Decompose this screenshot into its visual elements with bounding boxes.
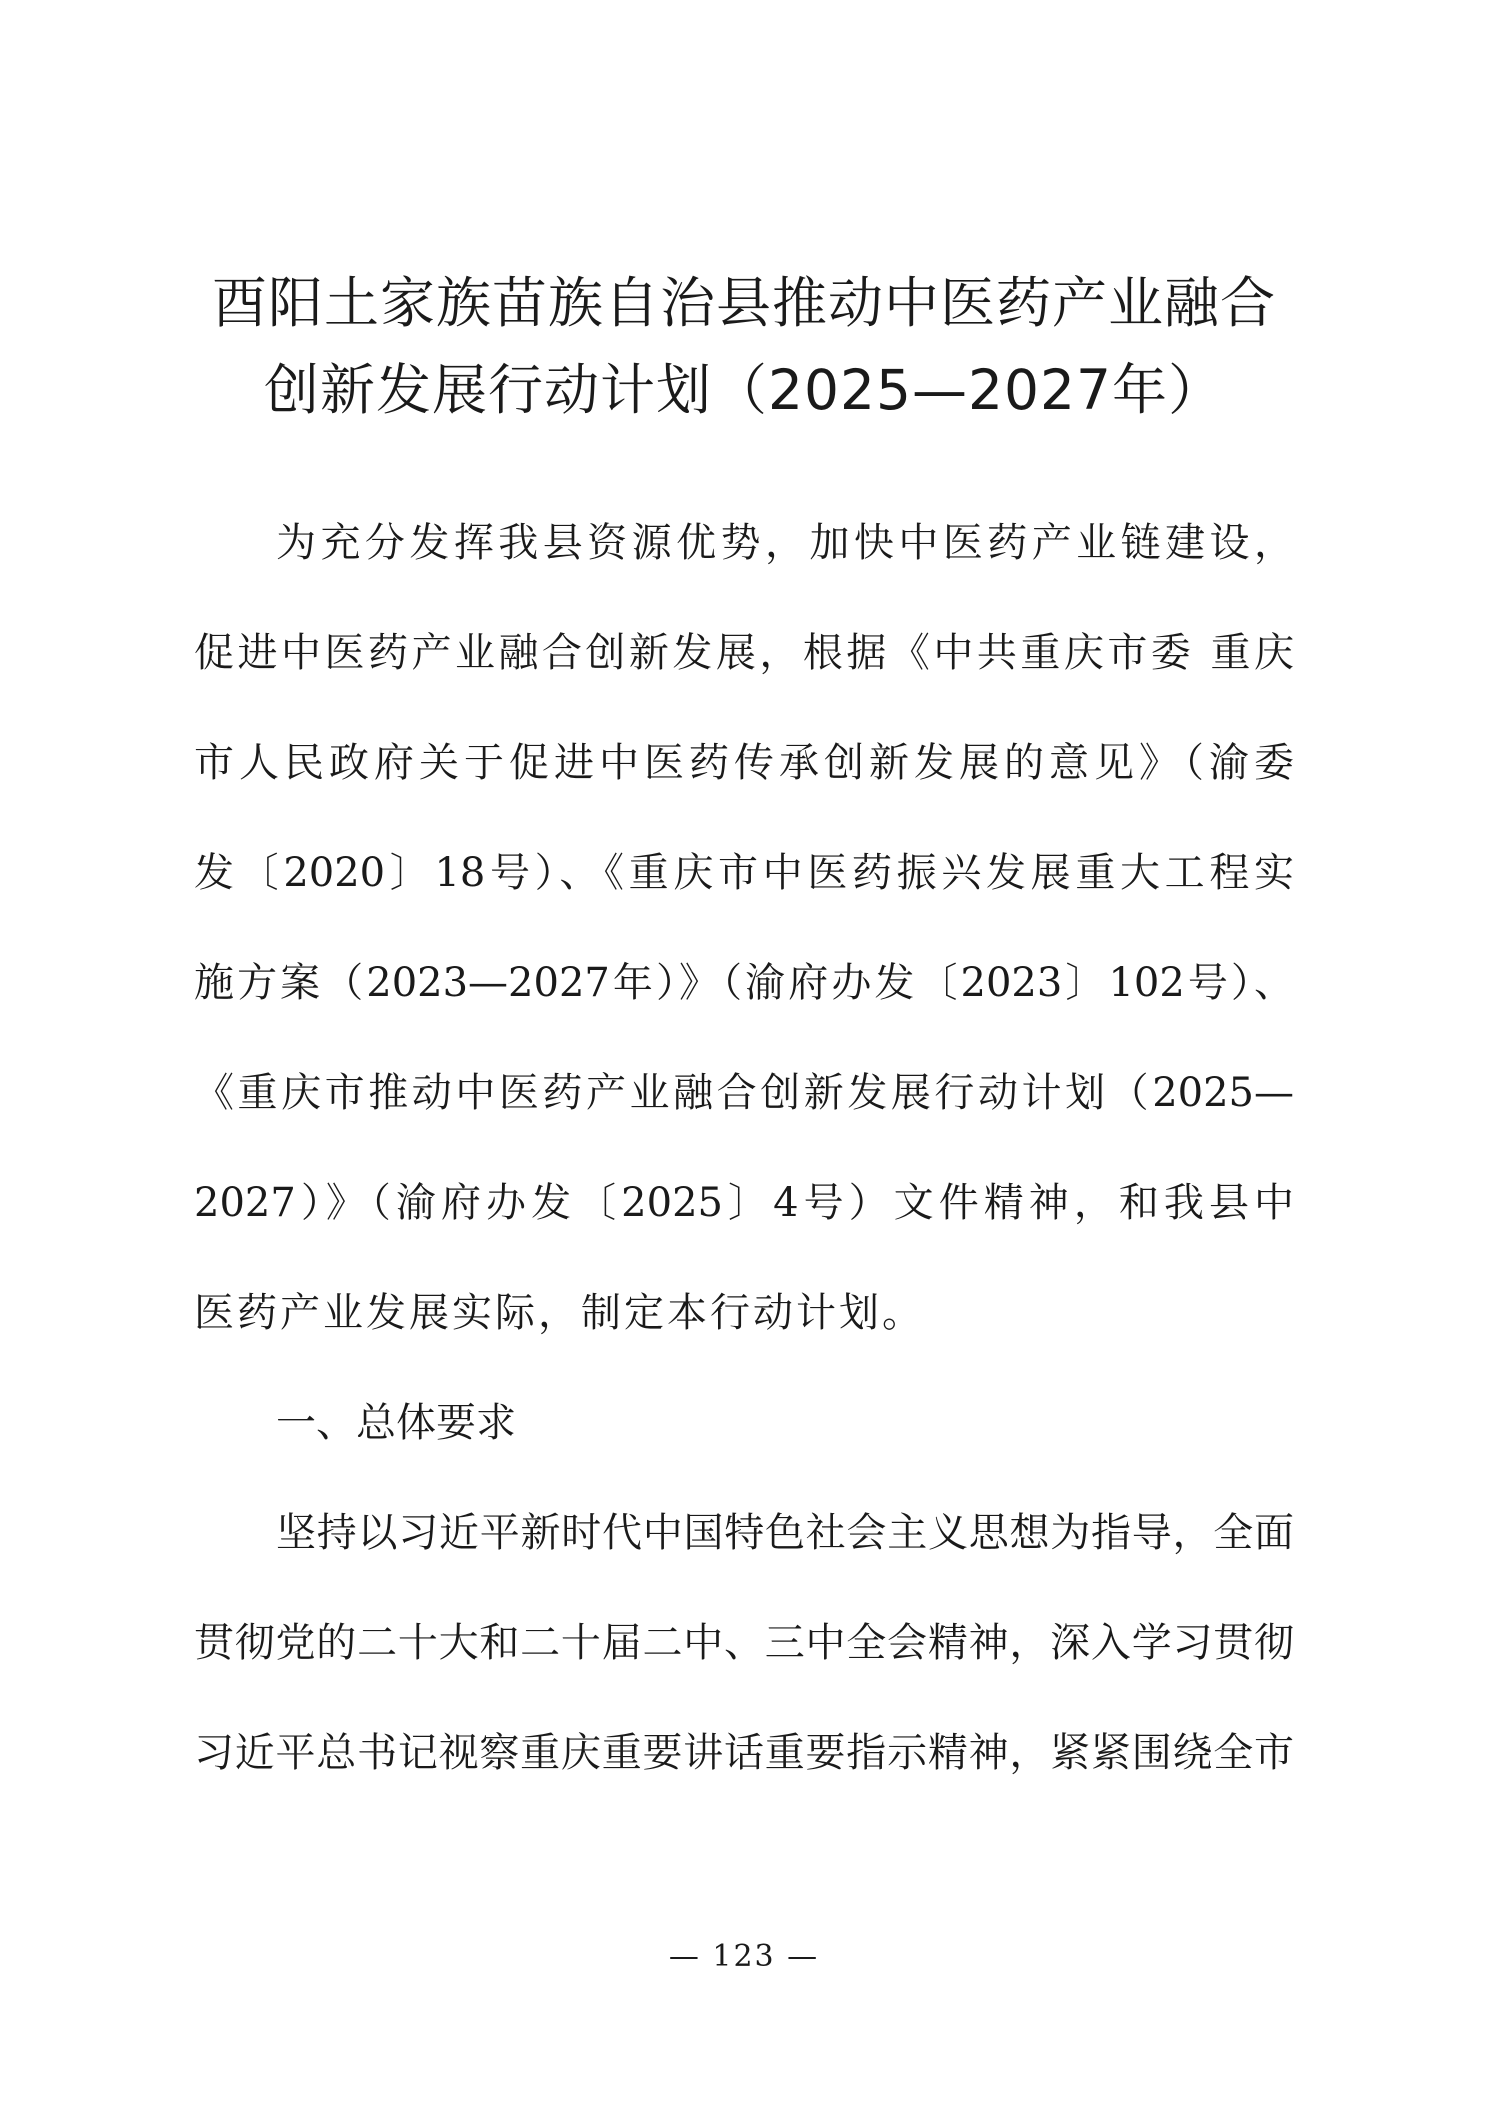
section-heading: 一、总体要求 (276, 1400, 516, 1446)
intro-line-2: 促进中医药产业融合创新发展，根据《中共重庆市委 重庆 (194, 630, 1294, 676)
intro-line-4: 发〔2020〕18号）、《重庆市中医药振兴发展重大工程实 (194, 850, 1294, 896)
intro-line-7: 2027）》（渝府办发〔2025〕4号）文件精神，和我县中 (194, 1180, 1294, 1226)
section-line-1: 坚持以习近平新时代中国特色社会主义思想为指导，全面 (276, 1510, 1294, 1556)
intro-line-6: 《重庆市推动中医药产业融合创新发展行动计划（2025— (194, 1070, 1294, 1116)
section-line-3: 习近平总书记视察重庆重要讲话重要指示精神，紧紧围绕全市 (194, 1730, 1294, 1776)
intro-line-8: 医药产业发展实际，制定本行动计划。 (194, 1290, 925, 1336)
intro-line-3: 市人民政府关于促进中医药传承创新发展的意见》（渝委 (194, 740, 1294, 786)
document-title-line-2: 创新发展行动计划（2025—2027年） (264, 358, 1224, 422)
intro-line-1: 为充分发挥我县资源优势，加快中医药产业链建设， (276, 520, 1294, 566)
intro-line-5: 施方案（2023—2027年）》（渝府办发〔2023〕102号）、 (194, 960, 1294, 1006)
section-line-2: 贯彻党的二十大和二十届二中、三中全会精神，深入学习贯彻 (194, 1620, 1294, 1666)
document-title-line-1: 酉阳土家族苗族自治县推动中医药产业融合 (211, 271, 1276, 335)
page-number: — 123 — (668, 1939, 820, 1974)
